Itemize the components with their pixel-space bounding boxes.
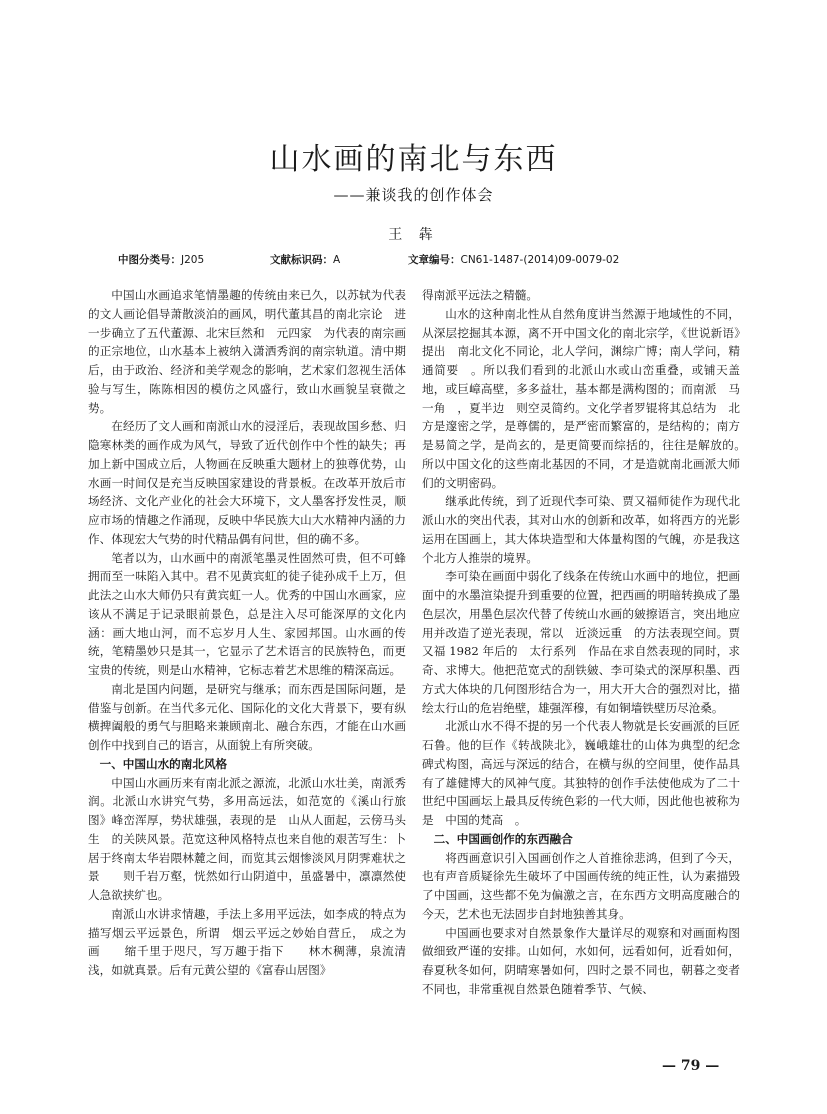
paragraph: 李可染在画面中弱化了线条在传统山水画中的地位，把画面中的水墨渲染提升到重要的位置，把西画的明暗转换成了墨色层次，用墨色层次代替了传统山水画的皴擦语言，突出地应用并改造了逆光表现，常以 近淡远重 的方法表现空间。贾又福 1982 年后的 太行系列 作品在求自然表现的同时，求奇、求博大。他把范宽式的刮铁皴、李可染式的深厚积墨、西方式大体块的几何图形结合为一，用大开大合的强烈对比，描绘太行山的危岩绝壁，雄强浑穆，有如铜墙铁壁历尽沧桑。 [422, 569, 740, 715]
classification-label: 中图分类号： [118, 254, 181, 266]
paragraph: 中国山水画追求笔情墨趣的传统由来已久，以苏轼为代表的文人画论倡导萧散淡泊的画风，明代董其昌的南北宗论 进一步确立了五代董源、北宋巨然和 元四家 为代表的南宗画的正宗地位，山水基本上被纳入潇洒秀润的南宗轨道。清中期后，由于政治、经济和美学观念的影响，艺术家们忽视生活体验与写生，陈陈相因的模仿之风盛行，致山水画貌呈衰微之势。 [88, 288, 406, 415]
document-code-value: A [333, 254, 341, 266]
paragraph: 中国山水画历来有南北派之源流，北派山水壮美，南派秀润。北派山水讲究气势，多用高远法，如范宽的《溪山行旅图》峰峦浑厚，势状雄强，表现的是 山从人面起，云傍马头生 的关陕风景。范宽这种风格特点也来自他的艰苦写生：卜居于终南太华岩隈林麓之间，而览其云烟惨淡风月阴霁难状之景 则千岩万壑，恍然如行山阴道中，虽盛暑中，凛凛然使人急欲挟纩也。 [88, 775, 406, 902]
classification-number [118, 252, 204, 267]
classification-value: J205 [181, 254, 205, 266]
section-heading: 一、中国山水的南北风格 [99, 756, 228, 771]
article-subtitle: ——兼谈我的创作体会 [333, 186, 494, 204]
paragraph: 将西画意识引入国画创作之人首推徐悲鸿，但到了今天，也有声音质疑徐先生破坏了中国画传统的纯正性，认为素描毁了中国画，这些都不免为偏激之言，在东西方文明高度融合的今天，艺术也无法固步自封地独善其身。 [422, 850, 740, 921]
left-column [88, 286, 406, 980]
author-name: 王 犇 [388, 227, 439, 243]
section-heading: 二、中国画创作的东西融合 [433, 831, 573, 846]
paragraph: 北派山水不得不提的另一个代表人物就是长安画派的巨匠石鲁。他的巨作《转战陕北》，巍峨雄壮的山体为典型的纪念碑式构图，高远与深远的结合，在横与纵的空间里，使作品具有了雄健博大的风神气度。其独特的创作手法使他成为了二十世纪中国画坛上最具反传统色彩的一代大师，因此他也被称为是 中国的梵高 。 [422, 719, 740, 827]
paragraph: 继承此传统，到了近现代李可染、贾又福师徒作为现代北派山水的突出代表，其对山水的创新和改革，如将西方的光影运用在国画上，其大体块造型和大体量构图的气魄，亦是我这个北方人推崇的境界。 [422, 494, 740, 565]
paragraph: 笔者以为，山水画中的南派笔墨灵性固然可贵，但不可蜂拥而至一味陷入其中。君不见黄宾虹的徒子徒孙成千上万，但此法之山水大师仍只有黄宾虹一人。优秀的中国山水画家，应该从不满足于记录眼前景色，总是注入尽可能深厚的文化内涵：画大地山河，而不忘岁月人生、家园邦国。山水画的传统，笔精墨妙只是其一，它显示了艺术语言的民族特色，而更宝贵的传统，则是山水精神，它标志着艺术思维的精深高远。 [88, 550, 406, 677]
article-number [408, 252, 619, 267]
article-number-label: 文章编号： [408, 254, 461, 266]
paragraph: 中国画也要求对自然景象作大量详尽的观察和对画面构图做细致严谨的安排。山如何，水如何，远看如何，近看如何，春夏秋冬如何，阴晴寒暑如何，四时之景不同也，朝暮之变者不同也，非常重视自然景色随着季节、气候、 [422, 925, 740, 996]
paragraph: 在经历了文人画和南派山水的浸淫后，表现故国乡愁、归隐寒林类的画作成为风气，导致了近代创作中个性的缺失；再加上新中国成立后，人物画在反映重大题材上的独尊优势，山水画一时间仅是充当反映国家建设的背景板。在改革开放后市场经济、文化产业化的社会大环境下，文人墨客抒发性灵，顺应市场的情趣之作涌现，反映中华民族大山大水精神内涵的力作、体现宏大气势的时代精品偶有问世，但的确不多。 [88, 419, 406, 546]
article-title: 山水画的南北与东西 [269, 142, 558, 177]
paragraph: 南派山水讲求情趣，手法上多用平远法，如李成的特点为描写烟云平远景色，所谓 烟云平远之妙始自营丘， 成之为画 缩千里于咫尺，写万趣于指下 林木稠薄，泉流清浅，如就真景。后有元黄公望的《富春山居图》 [88, 906, 406, 977]
paragraph: 山水的这种南北性从自然角度讲当然源于地域性的不同，从深层挖掘其本源，离不开中国文化的南北宗学，《世说新语》提出 南北文化不同论，北人学问，渊综广博；南人学问，精通简要 。所以我们看到的北派山水或山峦重叠，或铺天盖地，或巨嶂高壁，多多益壮，基本都是满构图的；而南派 马一角 ，夏半边 则空灵简约。文化学者罗锟将其总结为 北方是邃密之学，是尊儒的，是严密而繁富的，是结构的；南方是易简之学，是尚玄的，是更简要而综括的，往往是解放的。 所以中国文化的这些南北基因的不同，才是造就南北画派大师们的文明密码。 [422, 306, 752, 490]
page-number: — 79 — [662, 1058, 720, 1074]
document-code-label: 文献标识码： [270, 254, 333, 266]
article-number-value: CN61-1487-(2014)09-0079-02 [460, 254, 620, 266]
right-column [422, 286, 752, 999]
paragraph: 得南派平远法之精髓。 [422, 288, 538, 302]
document-code [270, 252, 340, 267]
paragraph: 南北是国内问题，是研究与继承；而东西是国际问题，是借鉴与创新。在当代多元化、国际化的文化大背景下，要有纵横捭阖般的勇气与胆略来兼顾南北、融合东西，才能在山水画创作中找到自己的语言，从面貌上有所突破。 [88, 681, 406, 752]
